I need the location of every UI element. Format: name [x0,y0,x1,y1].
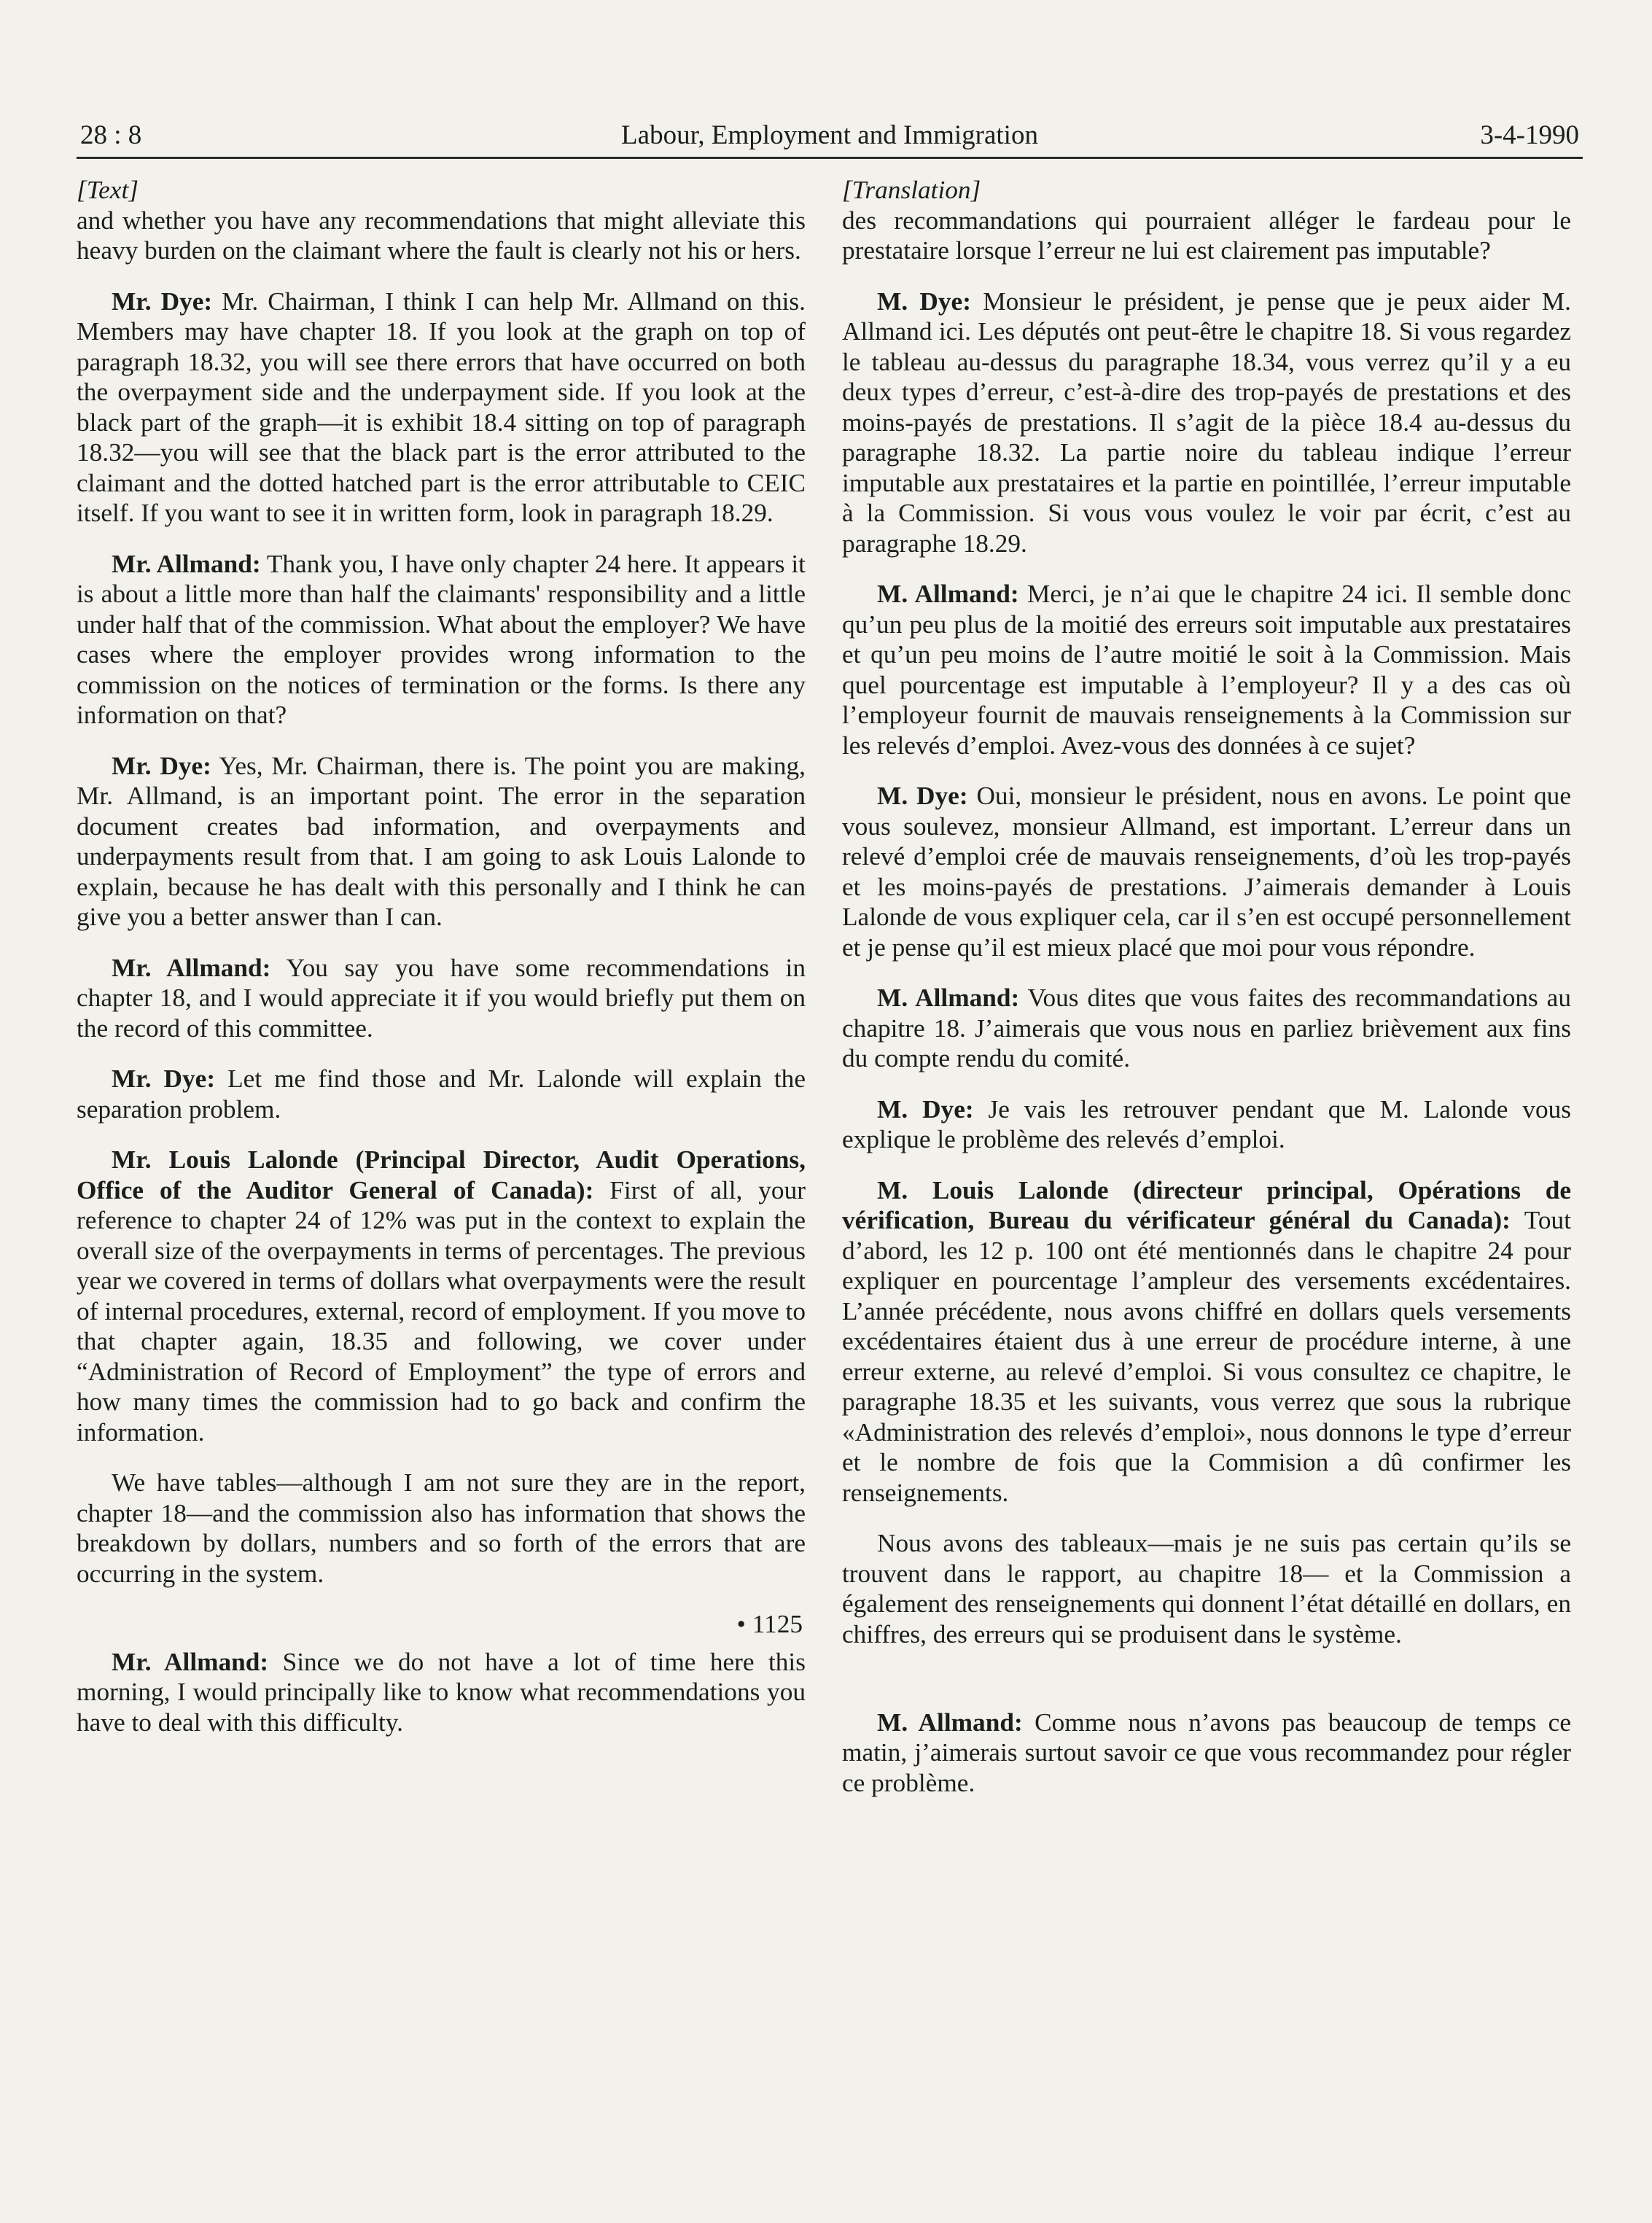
speaker-name: Mr. Dye: [112,751,211,780]
speech-text: and whether you have any recommendations that might alleviate this heavy burden on the claimant where the fault is clearly not his or hers. [77,206,806,265]
time-marker: • 1125 [736,1610,803,1638]
header-rule [77,157,1583,159]
transcript-paragraph [77,1468,806,1589]
transcript-paragraph [842,579,1571,760]
speaker-name: M. Allmand: [877,580,1019,608]
speech-text: Comme nous n’avons pas beaucoup de temps ce matin, j’aimerais surtout savoir ce que vous recommandez pour régler ce problème. [842,1708,1572,1797]
speaker-name: M. Louis Lalonde (directeur principal, Opérations de vérification, Bureau du vérificateur général du Canada): [842,1175,1571,1234]
transcript-paragraph [842,287,1571,559]
transcript-paragraph [842,983,1571,1074]
transcript-paragraph [77,1064,806,1124]
transcript-paragraph [77,751,806,933]
transcript-paragraph [77,1647,806,1738]
speech-text: Nous avons des tableaux—mais je ne suis pas certain qu’ils se trouvent dans le rapport, au chapitre 18— et la Commission a également des renseignements qui donnent l’état détaillé en dollars, en chiffres, des erreurs qui se produisent dans le système. [842,1529,1571,1648]
speech-text: Since we do not have a lot of time here this morning, I would principally like to know what recommendations you have to deal with this difficulty. [77,1647,806,1737]
transcript-paragraph [77,287,806,529]
speaker-name: Mr. Allmand: [112,953,271,982]
speaker-name: M. Dye: [877,1094,974,1124]
speech-text: Je vais les retrouver pendant que M. Lalonde vous explique le problème des relevés d’emploi. [842,1094,1571,1153]
transcript-paragraph [77,206,806,266]
speech-text: Vous dites que vous faites des recommandations au chapitre 18. J’aimerais que vous nous en parliez brièvement aux fins du compte rendu du comité. [842,984,1571,1072]
column-label: [Text] [77,176,139,204]
speaker-name: M. Allmand: [877,1708,1023,1737]
transcript-paragraph [77,1145,806,1447]
speaker-name: M. Dye: [877,287,971,316]
speaker-name: Mr. Louis Lalonde (Principal Director, Audit Operations, Office of the Auditor General of Canada): [77,1145,806,1204]
transcript-paragraph [842,1094,1571,1155]
transcript-paragraph [842,1175,1571,1508]
page-header [80,117,1579,155]
speaker-name: M. Allmand: [877,984,1020,1012]
publication-title: Labour, Employment and Immigration [621,120,1038,150]
speaker-name: Mr. Dye: [112,287,213,316]
english-column [77,175,806,1758]
speech-text: We have tables—although I am not sure they are in the report, chapter 18—and the commission also has information that shows the breakdown by dollars, numbers and so forth of the errors that are occurring in the system. [77,1468,806,1588]
transcript-paragraph [77,549,806,731]
speech-text: des recommandations qui pourraient alléger le fardeau pour le prestataire lorsque l’erreur ne lui est clairement pas imputable? [842,206,1571,265]
column-label: [Translation] [842,176,981,204]
speech-text: Oui, monsieur le président, nous en avons. Le point que vous soulevez, monsieur Allmand, est important. L’erreur dans un relevé d’emploi crée de mauvais renseignements, d’où les trop-payés et les moins-payés de prestations. J’aimerais demander à Louis Lalonde de vous expliquer cela, car il s’en est occupé personnellement et je pense qu’il est mieux placé que moi pour vous répondre. [842,782,1571,962]
transcript-paragraph [77,953,806,1044]
speech-text: Merci, je n’ai que le chapitre 24 ici. Il semble donc qu’un peu plus de la moitié des erreurs soit imputable aux prestataires et qu’un peu moins de l’autre moitié le soit à la Commission. Mais quel pourcentage est imputable à l’employeur? Il y a des cas où l’employeur fournit de mauvais renseignements à la Commission sur les relevés d’emploi. Avez-vous des données à ce sujet? [842,580,1571,760]
page-number: 28 : 8 [80,120,142,150]
speech-text: You say you have some recommendations in chapter 18, and I would appreciate it if you would briefly put them on the record of this committee. [77,953,806,1043]
speech-text: Thank you, I have only chapter 24 here. It appears it is about a little more than half the claimants' responsibility and a little under half that of the commission. What about the employer? We have cases where the employer provides wrong information to the commission on the notices of termination or the forms. Is there any information on that? [77,549,806,729]
transcript-paragraph [842,206,1571,266]
speaker-name: Mr. Dye: [112,1064,216,1093]
speaker-name: Mr. Allmand: [112,549,261,578]
french-column [842,175,1571,1818]
transcript-paragraph [842,1708,1571,1799]
transcript-paragraph [842,1528,1571,1649]
speech-text: Yes, Mr. Chairman, there is. The point you are making, Mr. Allmand, is an important point. The error in the separation document creates bad information, and overpayments and underpayments result from that. I am going to ask Louis Lalonde to explain, because he has dealt with this personally and I think he can give you a better answer than I can. [77,751,806,931]
speech-text: Mr. Chairman, I think I can help Mr. Allmand on this. Members may have chapter 18. If you look at the graph on top of paragraph 18.32, you will see there errors that have occurred on both the overpayment side and the underpayment side. If you look at the black part of the graph—it is exhibit 18.4 sitting on top of paragraph 18.32—you will see that the black part is the error attributed to the claimant and the dotted hatched part is the error attributable to CEIC itself. If you want to see it in written form, look in paragraph 18.29. [77,287,806,527]
speech-text: Let me find those and Mr. Lalonde will explain the separation problem. [77,1064,806,1124]
transcript-paragraph [842,781,1571,962]
speech-text: First of all, your reference to chapter 24 of 12% was put in the context to explain the overall size of the overpayments in terms of percentages. The previous year we covered in terms of dollars what overpayments were the result of internal procedures, external, record of employment. If you move to that chapter again, 18.35 and following, we cover under “Administration of Record of Employment” the type of errors and how many times the commission had to go back and confirm the information. [77,1175,806,1447]
speech-text: Monsieur le président, je pense que je peux aider M. Allmand ici. Les députés ont peut-être le chapitre 18. Si vous regardez le tableau au-dessus du paragraphe 18.34, vous verrez qu’il y a eu deux types d’erreur, c’est-à-dire des trop-payés de prestations et des moins-payés de prestations. Il s’agit de la pièce 18.4 au-dessus du paragraphe 18.32. La partie noire du tableau indique l’erreur imputable aux prestataires et la partie en pointillée, l’erreur imputable à la Commission. Si vous vous voulez le voir par écrit, c’est au paragraphe 18.29. [842,287,1571,558]
speaker-name: M. Dye: [877,782,968,810]
session-date: 3-4-1990 [1480,120,1579,150]
speech-text: Tout d’abord, les 12 p. 100 ont été mentionnés dans le chapitre 24 pour expliquer en pourcentage l’ampleur des versements excédentaires. L’année précédente, nous avons chiffré en dollars quels versements excédentaires étaient dus à une erreur de procédure interne, à une erreur externe, au relevé d’emploi. Si vous consultez ce chapitre, le paragraphe 18.35 et les suivants, vous verrez que sous la rubrique «Administration des relevés d’emploi», nous donnons le type d’erreur et le nombre de fois que la Commision a dû confirmer les renseignements. [842,1206,1572,1507]
speaker-name: Mr. Allmand: [112,1647,269,1676]
